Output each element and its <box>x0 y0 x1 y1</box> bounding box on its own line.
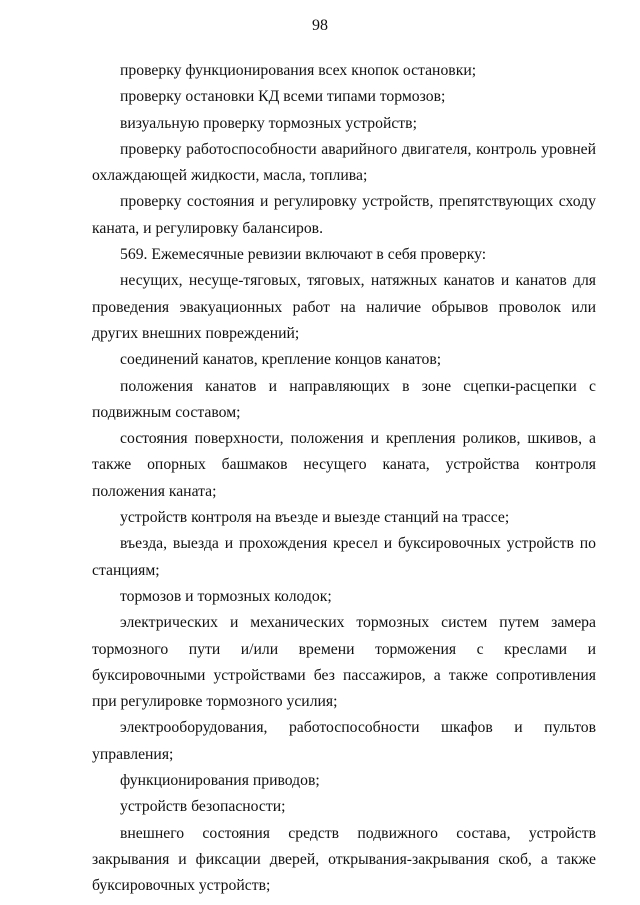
paragraph: устройств безопасности; <box>120 798 286 816</box>
paragraph: соединений канатов, крепление концов канатов; <box>120 351 442 369</box>
paragraph: внешнего состояния средств подвижного состава, устройств закрывания и фиксации дверей, открывания-закрывания скоб, а также буксировочных устройств; <box>92 824 596 895</box>
document-body <box>92 58 596 900</box>
paragraph: устройств контроля на въезде и выезде станций на трассе; <box>120 509 510 527</box>
page-number: 98 <box>312 17 328 34</box>
section-heading: 569. Ежемесячные ревизии включают в себя проверку: <box>120 246 487 264</box>
paragraph: проверку остановки КД всеми типами тормозов; <box>120 88 446 106</box>
paragraph: функционирования приводов; <box>120 772 320 790</box>
paragraph: положения канатов и направляющих в зоне сцепки-расцепки с подвижным составом; <box>92 377 596 421</box>
paragraph: визуальную проверку тормозных устройств; <box>120 114 417 132</box>
paragraph: проверку работоспособности аварийного двигателя, контроль уровней охлаждающей жидкости, масла, топлива; <box>92 140 596 185</box>
paragraph: состояния поверхности, положения и крепления роликов, шкивов, а также опорных башмаков несущего каната, устройства контроля положения каната; <box>92 430 596 500</box>
paragraph: въезда, выезда и прохождения кресел и буксировочных устройств по станциям; <box>92 535 596 579</box>
paragraph: электрических и механических тормозных систем путем замера тормозного пути и/или времени торможения с креслами и буксировочными устройствами без пассажиров, а также сопротивления при регулировке тормозного усилия; <box>92 614 596 711</box>
paragraph: проверку состояния и регулировку устройств, препятствующих сходу каната, и регулировку балансиров. <box>92 193 596 237</box>
paragraph: электрооборудования, работоспособности шкафов и пультов управления; <box>92 719 596 763</box>
paragraph: тормозов и тормозных колодок; <box>120 587 332 605</box>
paragraph: проверку функционирования всех кнопок остановки; <box>120 62 477 79</box>
paragraph: несущих, несуще-тяговых, тяговых, натяжных канатов и канатов для проведения эвакуационных работ на наличие обрывов проволок или других внешних повреждений; <box>92 272 596 342</box>
